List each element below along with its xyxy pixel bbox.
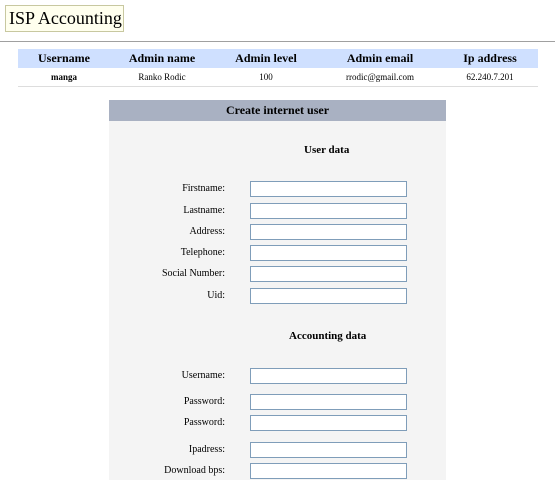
page-title: ISP Accounting bbox=[5, 5, 124, 32]
column-header-ip-address: Ip address bbox=[442, 49, 538, 68]
address-label: Address: bbox=[189, 226, 225, 237]
social-number-label: Social Number: bbox=[161, 268, 225, 279]
ipadress-input[interactable] bbox=[250, 442, 407, 458]
username-input[interactable] bbox=[250, 368, 407, 384]
cell-username: manga bbox=[18, 68, 110, 87]
cell-admin-name: Ranko Rodic bbox=[110, 68, 214, 87]
table-row bbox=[18, 68, 538, 87]
ipadress-label: Ipadress: bbox=[188, 444, 225, 455]
uid-label: Uid: bbox=[207, 290, 225, 301]
admin-info-table bbox=[18, 49, 538, 87]
firstname-label: Firstname: bbox=[182, 183, 225, 194]
password-confirm-input[interactable] bbox=[250, 415, 407, 431]
column-header-admin-level: Admin level bbox=[214, 49, 318, 68]
password-input[interactable] bbox=[250, 394, 407, 410]
cell-admin-email: rrodic@gmail.com bbox=[318, 68, 442, 87]
column-header-admin-name: Admin name bbox=[110, 49, 214, 68]
create-user-form bbox=[109, 100, 446, 480]
password-label: Password: bbox=[183, 396, 225, 407]
telephone-label: Telephone: bbox=[180, 247, 225, 258]
lastname-label: Lastname: bbox=[183, 205, 225, 216]
username-label: Username: bbox=[181, 370, 225, 381]
uid-input[interactable] bbox=[250, 288, 407, 304]
telephone-input[interactable] bbox=[250, 245, 407, 261]
form-title: Create internet user bbox=[109, 100, 446, 121]
lastname-input[interactable] bbox=[250, 203, 407, 219]
column-header-admin-email: Admin email bbox=[318, 49, 442, 68]
download-bps-label: Download bps: bbox=[164, 465, 225, 476]
password-confirm-label: Password: bbox=[183, 417, 225, 428]
firstname-input[interactable] bbox=[250, 181, 407, 197]
accounting-data-section-title: Accounting data bbox=[289, 330, 367, 342]
social-number-input[interactable] bbox=[250, 266, 407, 282]
column-header-username: Username bbox=[18, 49, 110, 68]
cell-ip-address: 62.240.7.201 bbox=[442, 68, 538, 87]
address-input[interactable] bbox=[250, 224, 407, 240]
cell-admin-level: 100 bbox=[214, 68, 318, 87]
admin-table-header-row bbox=[18, 49, 538, 68]
title-divider bbox=[0, 41, 555, 42]
user-data-section-title: User data bbox=[304, 144, 350, 156]
download-bps-input[interactable] bbox=[250, 463, 407, 479]
